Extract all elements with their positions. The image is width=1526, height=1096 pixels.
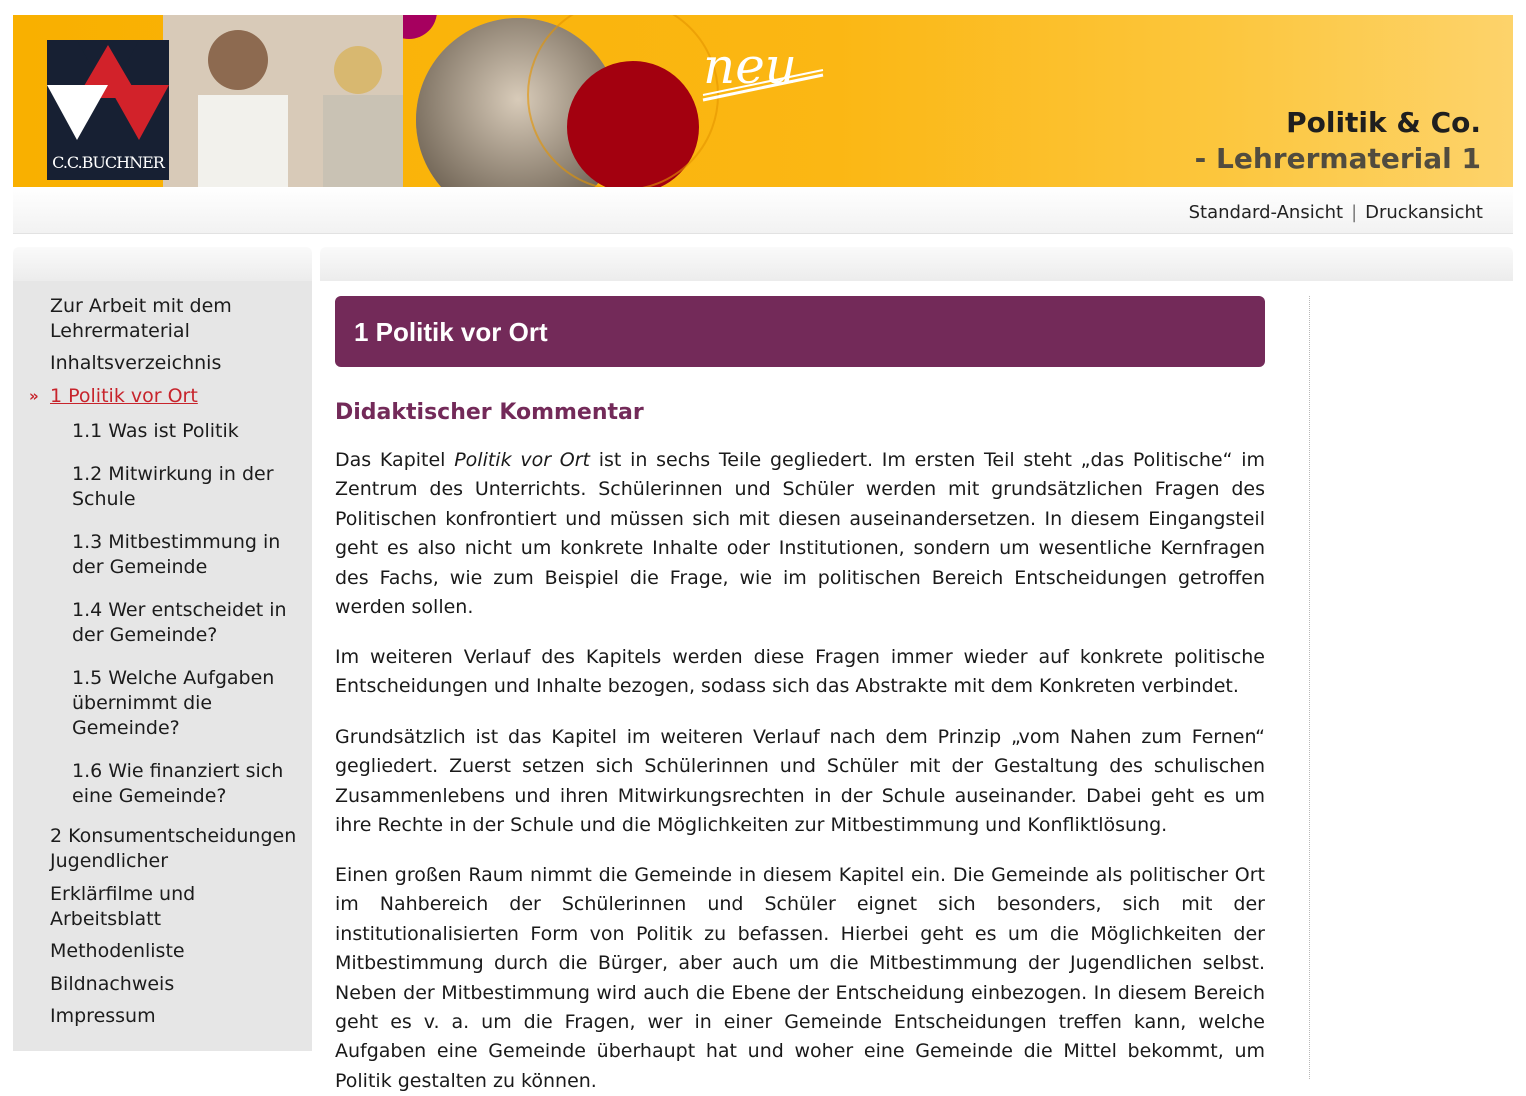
- chapter-title: 1 Politik vor Ort: [354, 317, 548, 347]
- neu-badge: neu: [703, 37, 797, 95]
- paragraph-2: Im weiteren Verlauf des Kapitels werden diese Fragen immer wieder auf konkrete politische Entscheidungen und Inhalte bezogen, sodass sich das Abstrakte mit dem Konkreten verbindet.: [335, 646, 1265, 698]
- view-links-separator: |: [1351, 202, 1358, 223]
- paragraph-4: Einen großen Raum nimmt die Gemeinde in diesem Kapitel ein. Die Gemeinde als politischer Ort im Nahbereich der Schülerinnen und Schüler eignet sich besonders, sich mit der institutionalisierten Form von Politik zu befassen. Hierbei geht es um die Möglichkeiten der Mitbestimmung durch die Bürger, aber auch um die Mitbestimmung der Jugendlichen selbst. Neben der Mitbestimmung wird auch die Ebene der Entscheidung einbezogen. In diesem Bereich geht es v. a. um die Fragen, wer in einer Gemeinde Entscheidungen treffen kann, welche Aufgaben eine Gemeinde überhaupt hat und woher eine Gemeinde die Mittel bekommt, um Politik gestalten zu können.: [335, 864, 1265, 1092]
- nav-item-1-4[interactable]: 1.4 Wer entscheidet in der Gemeinde?: [72, 599, 287, 646]
- nav-item-konsumentscheidungen[interactable]: 2 Konsumentscheidungen Jugendlicher: [50, 825, 297, 872]
- chapter-header: [335, 296, 1265, 367]
- nav-item-inhaltsverzeichnis[interactable]: Inhaltsverzeichnis: [50, 352, 222, 374]
- nav-item-methodenliste[interactable]: Methodenliste: [50, 940, 185, 962]
- logo-text: C.C.BUCHNER: [52, 153, 164, 172]
- nav-item-politik-vor-ort[interactable]: [29, 384, 300, 409]
- paragraph-3: Grundsätzlich ist das Kapitel im weiteren Verlauf nach dem Prinzip „vom Nahen zum Fernen“ gegliedert. Zuerst setzen sich Schülerinnen und Schüler mit der Gestaltung des schulischen Zusammenlebens und ihren Mitwirkungsrechten in der Schule auseinander. Dabei geht es um ihre Rechte in der Schule und die Möglichkeiten zur Mitbestimmung und Konfliktlösung.: [335, 726, 1265, 837]
- content-divider: [1309, 296, 1310, 1079]
- publisher-logo[interactable]: [47, 40, 169, 180]
- nav-top-bar: [13, 247, 312, 281]
- nav-item-impressum[interactable]: Impressum: [50, 1005, 156, 1027]
- nav-item-1-5[interactable]: 1.5 Welche Aufgaben übernimmt die Gemeinde?: [72, 667, 275, 739]
- paragraph-1-post: ist in sechs Teile gegliedert. Im ersten Teil steht „das Politische“ im Zentrum des Unterrichts. Schülerinnen und Schüler werden mit grundsätzlichen Fragen des Politischen konfrontiert und müssen sich mit diesen auseinandersetzen. In diesem Eingangsteil geht es also nicht um konkrete Inhalte oder Institutionen, sondern um wesentliche Kernfragen des Fachs, wie zum Beispiel die Frage, wie im politischen Bereich Entscheidungen getroffen werden sollen.: [335, 449, 1265, 619]
- content-top-bar: [320, 247, 1513, 281]
- nav-item-1-3[interactable]: 1.3 Mitbestimmung in der Gemeinde: [72, 531, 281, 578]
- nav-item-label: 1 Politik vor Ort: [50, 385, 198, 407]
- nav-item-1-6[interactable]: 1.6 Wie finanziert sich eine Gemeinde?: [72, 760, 284, 807]
- site-title-sub: - Lehrermaterial 1: [1194, 142, 1481, 175]
- sidebar-nav: [13, 281, 312, 1051]
- nav-item-1-2[interactable]: 1.2 Mitwirkung in der Schule: [72, 463, 274, 510]
- paragraph-1: [335, 446, 1265, 622]
- nav-item-arbeit[interactable]: Zur Arbeit mit dem Lehrermaterial: [50, 295, 232, 342]
- print-view-link[interactable]: Druckansicht: [1365, 202, 1483, 223]
- nav-item-1-1[interactable]: 1.1 Was ist Politik: [72, 420, 239, 442]
- paragraph-1-emphasis: Politik vor Ort: [454, 449, 590, 471]
- site-title: [1195, 105, 1481, 177]
- paragraph-1-pre: Das Kapitel: [335, 449, 455, 471]
- site-title-main: Politik & Co.: [1286, 106, 1481, 139]
- view-links: [1189, 202, 1483, 223]
- nav-item-erklaerfilme[interactable]: Erklärfilme und Arbeitsblatt: [50, 883, 196, 930]
- section-heading: Didaktischer Kommentar: [335, 400, 644, 425]
- active-arrows-icon: »: [29, 387, 36, 405]
- header-banner: [13, 15, 1513, 187]
- view-toolbar: [13, 187, 1513, 234]
- standard-view-link[interactable]: Standard-Ansicht: [1188, 202, 1344, 223]
- nav-item-bildnachweis[interactable]: Bildnachweis: [50, 973, 175, 995]
